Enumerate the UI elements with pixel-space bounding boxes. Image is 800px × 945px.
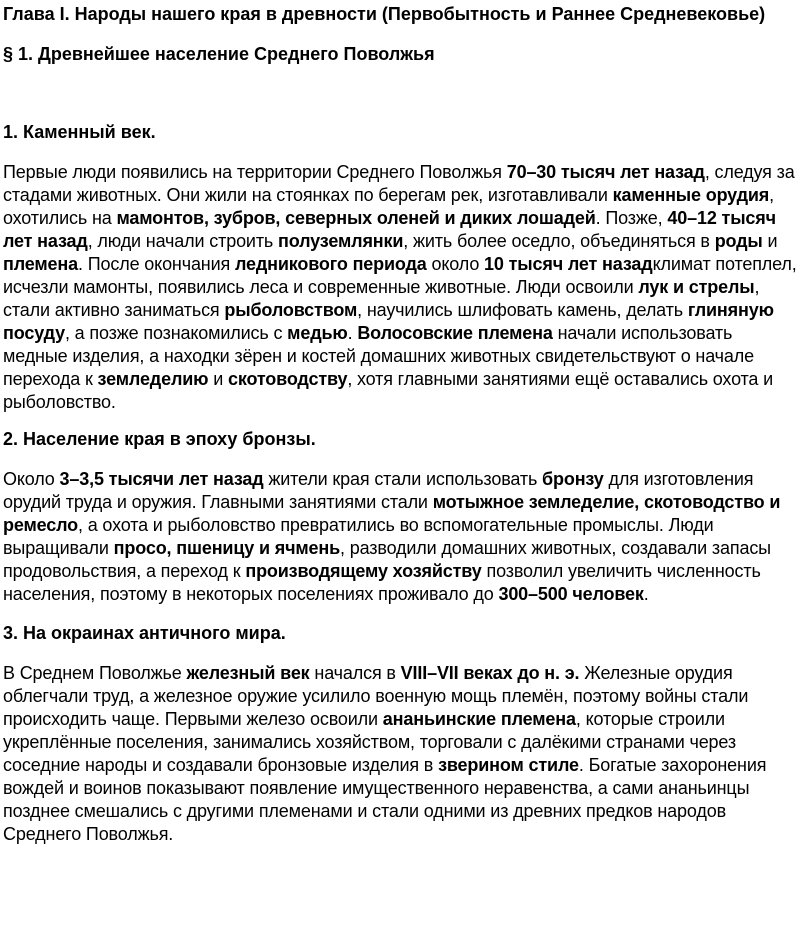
- bold-term: мотыжное земледелие, скотоводство и ремесло: [3, 492, 781, 535]
- bold-term: 3–3,5 тысячи лет назад: [59, 469, 264, 489]
- bold-term: 40–12 тысяч лет назад: [3, 208, 776, 251]
- text-run: Около: [3, 469, 60, 489]
- bold-term: лук и стрелы: [638, 277, 755, 297]
- text-run: , разводили домашних животных, создавали запасы продовольствия, а переход к: [3, 538, 771, 581]
- text-run: , жить более оседло, объединяться в: [403, 231, 715, 251]
- text-run: Железные орудия облегчали труд, а железное оружие усилило военную мощь племён, поэтому войны стали происходить чаще. Первыми железо освоили: [3, 663, 749, 729]
- document-page: [0, 3, 800, 846]
- text-run: и: [762, 231, 778, 251]
- bold-term: мамонтов, зубров, северных оленей и диких лошадей: [116, 208, 596, 228]
- text-run: начали использовать медные изделия, а находки зёрен и костей домашних животных свидетельствуют о начале перехода к: [3, 323, 754, 389]
- text-run: .: [643, 584, 649, 604]
- paragraph-stone-age: [3, 161, 800, 414]
- bold-term: рыболовством: [224, 300, 358, 320]
- bold-term: VIII–VII веках до н. э.: [400, 663, 580, 683]
- paragraph-iron-age: [3, 662, 800, 846]
- text-run: . После окончания: [78, 254, 235, 274]
- bold-term: ананьинские племена: [382, 709, 576, 729]
- bold-term: земледелию: [97, 369, 209, 389]
- section-heading-bronze-age: 2. Население края в эпоху бронзы.: [3, 429, 316, 449]
- text-run: , а охота и рыболовство превратились во вспомогательные промыслы. Люди выращивали: [3, 515, 714, 558]
- section-title: § 1. Древнейшее население Среднего Поволжья: [3, 44, 435, 64]
- text-run: , которые строили укреплённые поселения, занимались хозяйством, торговали с далёкими странами через соседние народы и создавали бронзовые изделия в: [3, 709, 736, 775]
- bold-term: племена: [3, 254, 79, 274]
- section-heading-stone-age: 1. Каменный век.: [3, 122, 156, 142]
- paragraph-bronze-age: [3, 468, 800, 606]
- bold-term: Волосовские племена: [357, 323, 553, 343]
- text-run: климат потеплел, исчезли мамонты, появились леса и современные животные. Люди освоили: [3, 254, 797, 297]
- text-run: начался в: [309, 663, 401, 683]
- bold-term: глиняную посуду: [3, 300, 774, 343]
- text-run: и: [208, 369, 228, 389]
- text-run: , а позже познакомились с: [64, 323, 288, 343]
- text-run: Первые люди появились на территории Среднего Поволжья: [3, 162, 507, 182]
- text-run: , охотились на: [3, 185, 775, 228]
- text-run: .: [347, 323, 358, 343]
- text-run: для изготовления орудий труда и оружия. Главными занятиями стали: [3, 469, 754, 512]
- bold-term: просо, пшеницу и ячмень: [113, 538, 341, 558]
- bold-term: 300–500 человек: [498, 584, 644, 604]
- text-run: жители края стали использовать: [263, 469, 543, 489]
- bold-term: роды: [714, 231, 763, 251]
- text-run: , научились шлифовать камень, делать: [357, 300, 688, 320]
- text-run: около: [426, 254, 485, 274]
- bold-term: бронзу: [542, 469, 604, 489]
- text-run: . Богатые захоронения вождей и воинов показывают появление имущественного неравенства, а сами ананьинцы позднее смешались с другими племенами и стали одними из древних предков народов Среднего Поволжья.: [3, 755, 767, 844]
- bold-term: производящему хозяйству: [245, 561, 482, 581]
- bold-term: зверином стиле: [438, 755, 579, 775]
- text-run: , хотя главными занятиями ещё оставались охота и рыболовство.: [3, 369, 774, 412]
- bold-term: полуземлянки: [278, 231, 404, 251]
- bold-term: 70–30 тысяч лет назад: [506, 162, 705, 182]
- text-run: позволил увеличить численность населения, поэтому в некоторых поселениях проживало до: [3, 561, 761, 604]
- bold-term: медью: [287, 323, 348, 343]
- section-heading-iron-age: 3. На окраинах античного мира.: [3, 623, 286, 643]
- bold-term: ледникового периода: [234, 254, 427, 274]
- bold-term: железный век: [186, 663, 310, 683]
- bold-term: 10 тысяч лет назад: [484, 254, 653, 274]
- text-run: , люди начали строить: [87, 231, 279, 251]
- bold-term: скотоводству: [227, 369, 348, 389]
- text-run: , следуя за стадами животных. Они жили на стоянках по берегам рек, изготавливали: [3, 162, 795, 205]
- text-run: , стали активно заниматься: [3, 277, 760, 320]
- text-run: . Позже,: [595, 208, 668, 228]
- chapter-title: Глава I. Народы нашего края в древности (Первобытность и Раннее Средневековье): [3, 4, 766, 24]
- bold-term: каменные орудия: [612, 185, 770, 205]
- text-run: В Среднем Поволжье: [3, 663, 187, 683]
